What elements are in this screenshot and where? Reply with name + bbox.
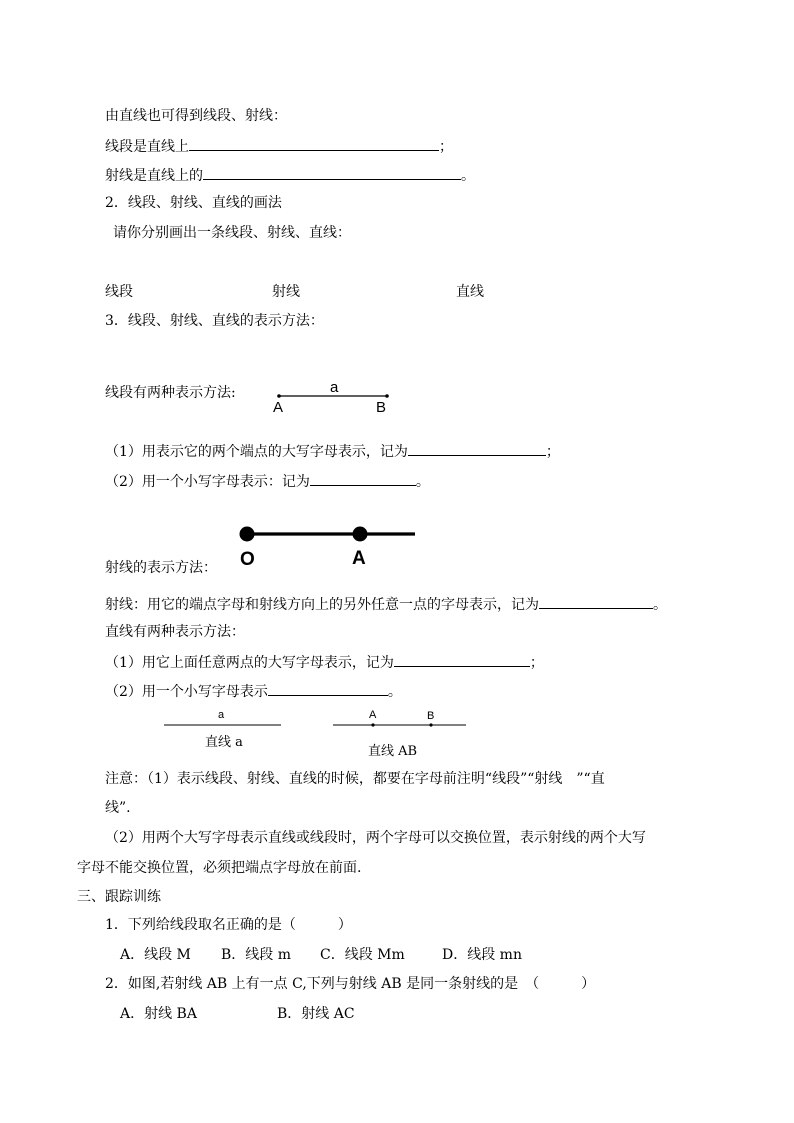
segment-label-A: A <box>273 399 284 416</box>
question-2: 2．如图,若射线 AB 上有一点 C,下列与射线 AB 是同一条射线的是 （ ） <box>105 976 596 992</box>
line-ab-point-b <box>429 723 432 726</box>
segment-method-2-text: （2）用一个小写字母表示：记为 <box>105 474 310 490</box>
note-1-line-2: 线”. <box>105 800 131 816</box>
question-1: 1．下列给线段取名正确的是（ ） <box>105 917 352 933</box>
line-a-caption: 直线 a <box>205 735 243 750</box>
line-ab-point-a <box>371 723 374 726</box>
draw-label-segment: 线段 <box>105 284 133 300</box>
note-2-line-1: （2）用两个大写字母表示直线或线段时，两个字母可以交换位置，表示射线的两个大写 <box>105 830 646 846</box>
draw-label-line: 直线 <box>456 284 484 300</box>
segment-method-1-text: （1）用表示它的两个端点的大写字母表示，记为 <box>105 444 408 460</box>
segment-methods-label: 线段有两种表示方法: <box>105 385 236 401</box>
ray-definition-prefix: 射线是直线上的 <box>105 168 203 184</box>
ray-definition-suffix: 。 <box>461 168 475 184</box>
segment-definition-suffix: ； <box>439 139 453 155</box>
note-2-line-2: 字母不能交换位置，必须把端点字母放在前面. <box>77 860 362 876</box>
ray-description-text: 射线：用它的端点字母和射线方向上的另外任意一点的字母表示，记为 <box>105 597 539 613</box>
q2-option-b[interactable]: B．射线 AC <box>277 1006 355 1022</box>
ray-description-blank[interactable] <box>539 593 653 609</box>
section-2-prompt: 请你分别画出一条线段、射线、直线： <box>113 225 351 241</box>
line-method-1 <box>105 651 544 673</box>
segment-method-1-blank[interactable] <box>408 440 546 456</box>
draw-label-ray: 射线 <box>272 284 300 300</box>
line-ab-label-B: B <box>427 710 435 722</box>
line-ab-label-A: A <box>369 709 377 721</box>
segment-label-a-lower: a <box>330 379 339 396</box>
note-1-line-1: 注意：（1）表示线段、射线、直线的时候，都要在字母前注明“线段”“射线 ”“直 <box>105 771 605 787</box>
q1-option-c[interactable]: C．线段 Mm <box>320 947 405 963</box>
section-2-heading: 2．线段、射线、直线的画法 <box>105 195 282 211</box>
ray-methods-label: 射线的表示方法： <box>105 560 217 576</box>
line-method-2-blank[interactable] <box>268 680 388 696</box>
line-a-label: a <box>218 709 225 721</box>
segment-method-1 <box>105 440 560 462</box>
ray-endpoint-o <box>240 527 255 542</box>
ray-definition-blank[interactable] <box>203 164 461 180</box>
segment-definition <box>105 135 453 157</box>
line-method-1-suffix: ； <box>529 655 544 671</box>
q1-option-b[interactable]: B．线段 m <box>221 947 292 963</box>
segment-label-B: B <box>376 399 387 416</box>
line-method-2-suffix: 。 <box>387 684 402 700</box>
segment-definition-blank[interactable] <box>189 135 439 151</box>
line-methods-label: 直线有两种表示方法： <box>105 624 245 640</box>
q2-option-a[interactable]: A．射线 BA <box>120 1006 197 1022</box>
ray-description <box>105 593 667 615</box>
line-ab-figure <box>333 722 467 728</box>
line-method-2 <box>105 680 402 702</box>
line-a-figure <box>164 723 282 727</box>
ray-label-O: O <box>240 549 255 570</box>
segment-definition-prefix: 线段是直线上 <box>105 139 189 155</box>
line-method-1-blank[interactable] <box>394 651 530 667</box>
q1-option-a[interactable]: A．线段 M <box>120 947 191 963</box>
line-method-2-text: （2）用一个小写字母表示 <box>105 684 268 700</box>
section-three-heading: 三、跟踪训练 <box>77 889 161 905</box>
ray-figure <box>236 524 426 544</box>
line-method-1-text: （1）用它上面任意两点的大写字母表示，记为 <box>105 655 394 671</box>
ray-label-A: A <box>352 548 366 569</box>
segment-method-2-suffix: 。 <box>415 474 430 490</box>
intro-line: 由直线也可得到线段、射线： <box>105 108 287 124</box>
section-3-heading: 3．线段、射线、直线的表示方法： <box>105 313 324 329</box>
q1-option-d[interactable]: D．线段 mn <box>442 947 522 963</box>
line-ab-caption: 直线 AB <box>368 744 418 759</box>
ray-point-a <box>353 527 368 542</box>
segment-method-2-blank[interactable] <box>310 470 416 486</box>
segment-method-1-suffix: ； <box>545 444 560 460</box>
ray-description-suffix: 。 <box>653 597 667 613</box>
ray-definition <box>105 164 475 186</box>
segment-method-2 <box>105 470 430 492</box>
